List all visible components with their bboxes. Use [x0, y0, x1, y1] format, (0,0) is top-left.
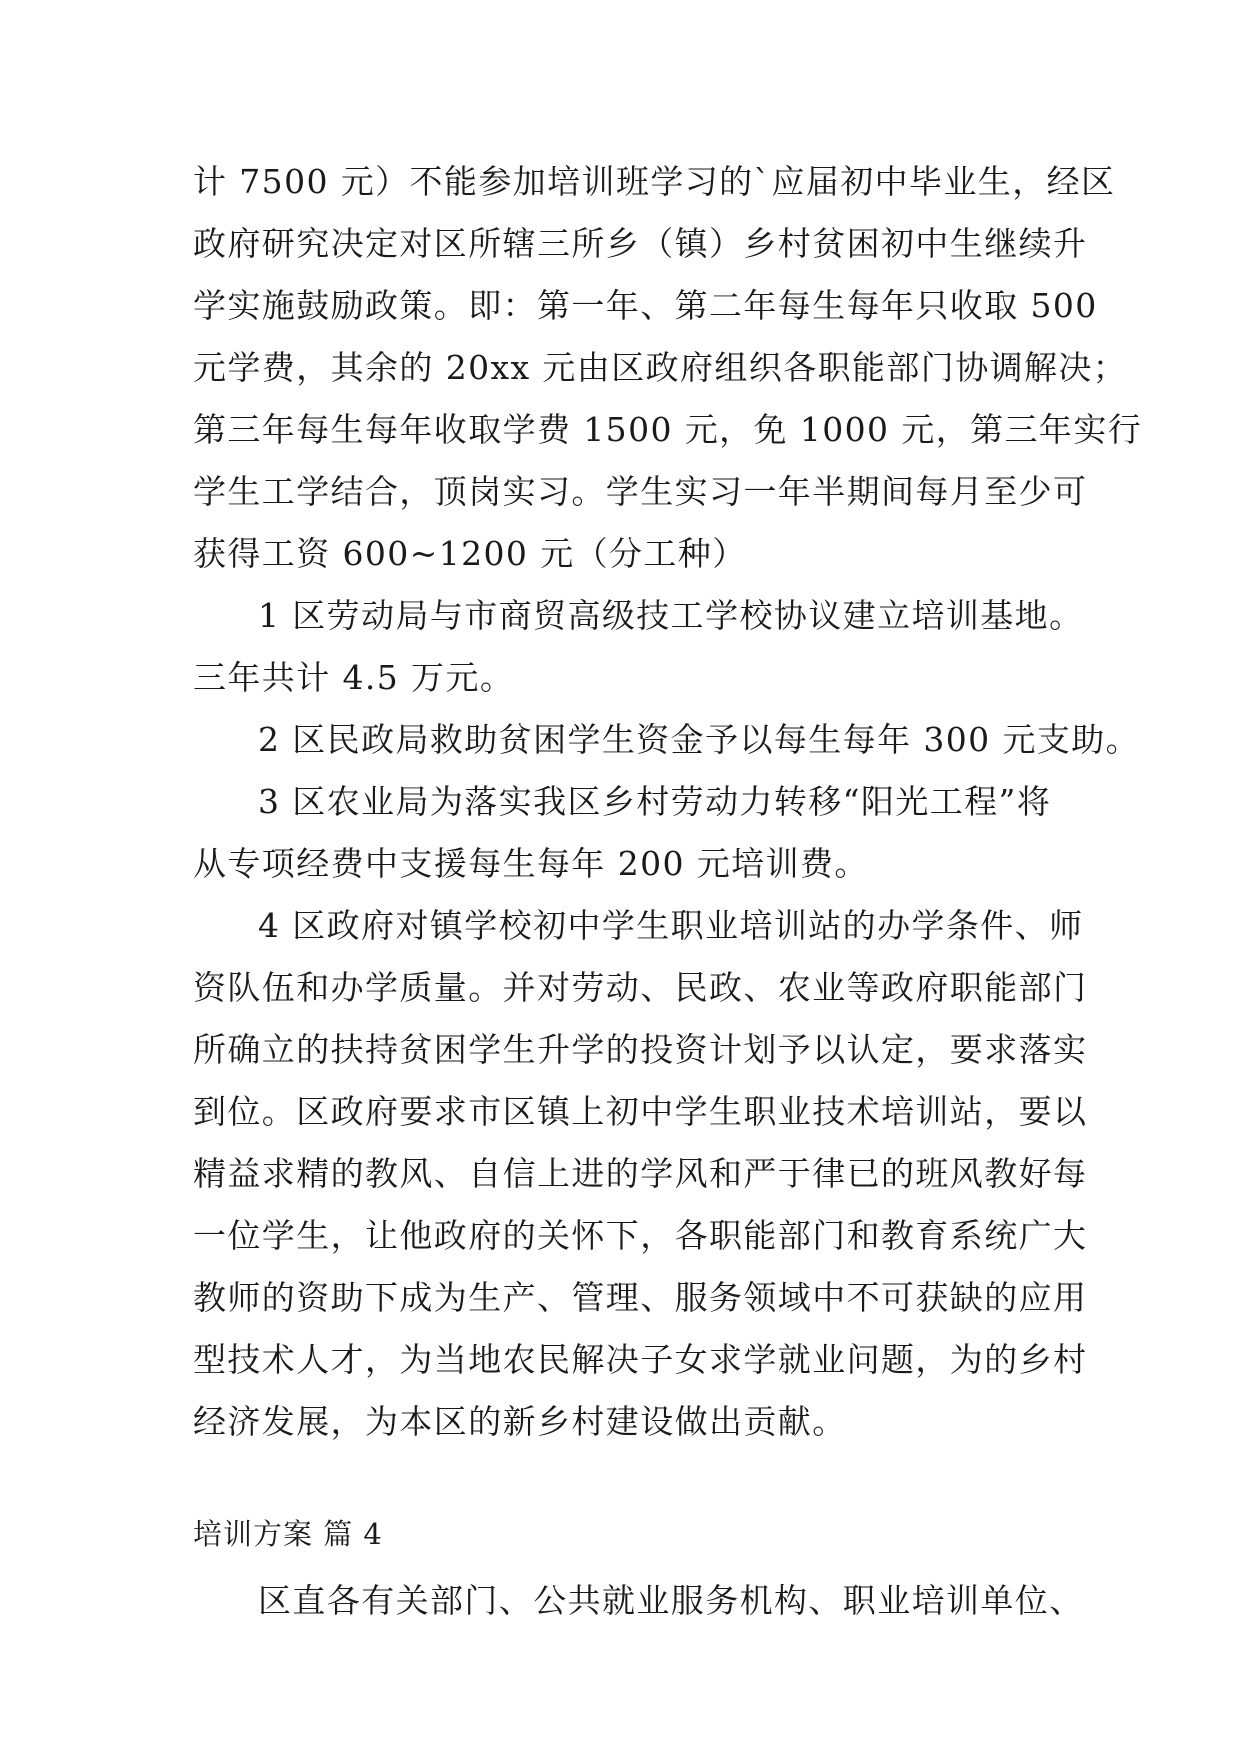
- paragraph-line: 三年共计 4.5 万元。: [193, 658, 515, 697]
- paragraph-line: 所确立的扶持贫困学生升学的投资计划予以认定，要求落实: [193, 1030, 1088, 1069]
- paragraph-line: 获得工资 600~1200 元（分工种）: [193, 534, 747, 573]
- paragraph-line: 学生工学结合，顶岗实习。学生实习一年半期间每月至少可: [193, 472, 1088, 511]
- paragraph-line: 学实施鼓励政策。即：第一年、第二年每生每年只收取 500: [193, 286, 1098, 325]
- paragraph-line: 资队伍和办学质量。并对劳动、民政、农业等政府职能部门: [193, 968, 1088, 1007]
- paragraph-line: 1 区劳动局与市商贸高级技工学校协议建立培训基地。: [258, 596, 1084, 635]
- paragraph-line: 教师的资助下成为生产、管理、服务领域中不可获缺的应用: [193, 1278, 1088, 1317]
- paragraph-line: 精益求精的教风、自信上进的学风和严于律已的班风教好每: [193, 1154, 1088, 1193]
- paragraph-line: 一位学生，让他政府的关怀下，各职能部门和教育系统广大: [193, 1216, 1088, 1255]
- paragraph-line: 经济发展，为本区的新乡村建设做出贡献。: [193, 1402, 847, 1441]
- paragraph-line: 政府研究决定对区所辖三所乡（镇）乡村贫困初中生继续升: [193, 224, 1088, 263]
- paragraph-line: 型技术人才，为当地农民解决子女求学就业问题，为的乡村: [193, 1340, 1088, 1379]
- section-heading: 培训方案 篇 4: [193, 1517, 383, 1551]
- paragraph-line: 第三年每生每年收取学费 1500 元，免 1000 元，第三年实行: [193, 410, 1143, 449]
- paragraph-line: 2 区民政局救助贫困学生资金予以每生每年 300 元支助。: [258, 720, 1141, 759]
- paragraph-line: 从专项经费中支援每生每年 200 元培训费。: [193, 844, 869, 883]
- paragraph-line: 3 区农业局为落实我区乡村劳动力转移“阳光工程”将: [258, 782, 1052, 821]
- paragraph-line: 计 7500 元）不能参加培训班学习的`应届初中毕业生，经区: [193, 162, 1116, 201]
- paragraph-line: 4 区政府对镇学校初中学生职业培训站的办学条件、师: [258, 906, 1084, 945]
- paragraph-line: 元学费，其余的 20xx 元由区政府组织各职能部门协调解决；: [193, 348, 1128, 387]
- paragraph-line: 区直各有关部门、公共就业服务机构、职业培训单位、: [258, 1581, 1084, 1620]
- paragraph-line: 到位。区政府要求市区镇上初中学生职业技术培训站，要以: [193, 1092, 1088, 1131]
